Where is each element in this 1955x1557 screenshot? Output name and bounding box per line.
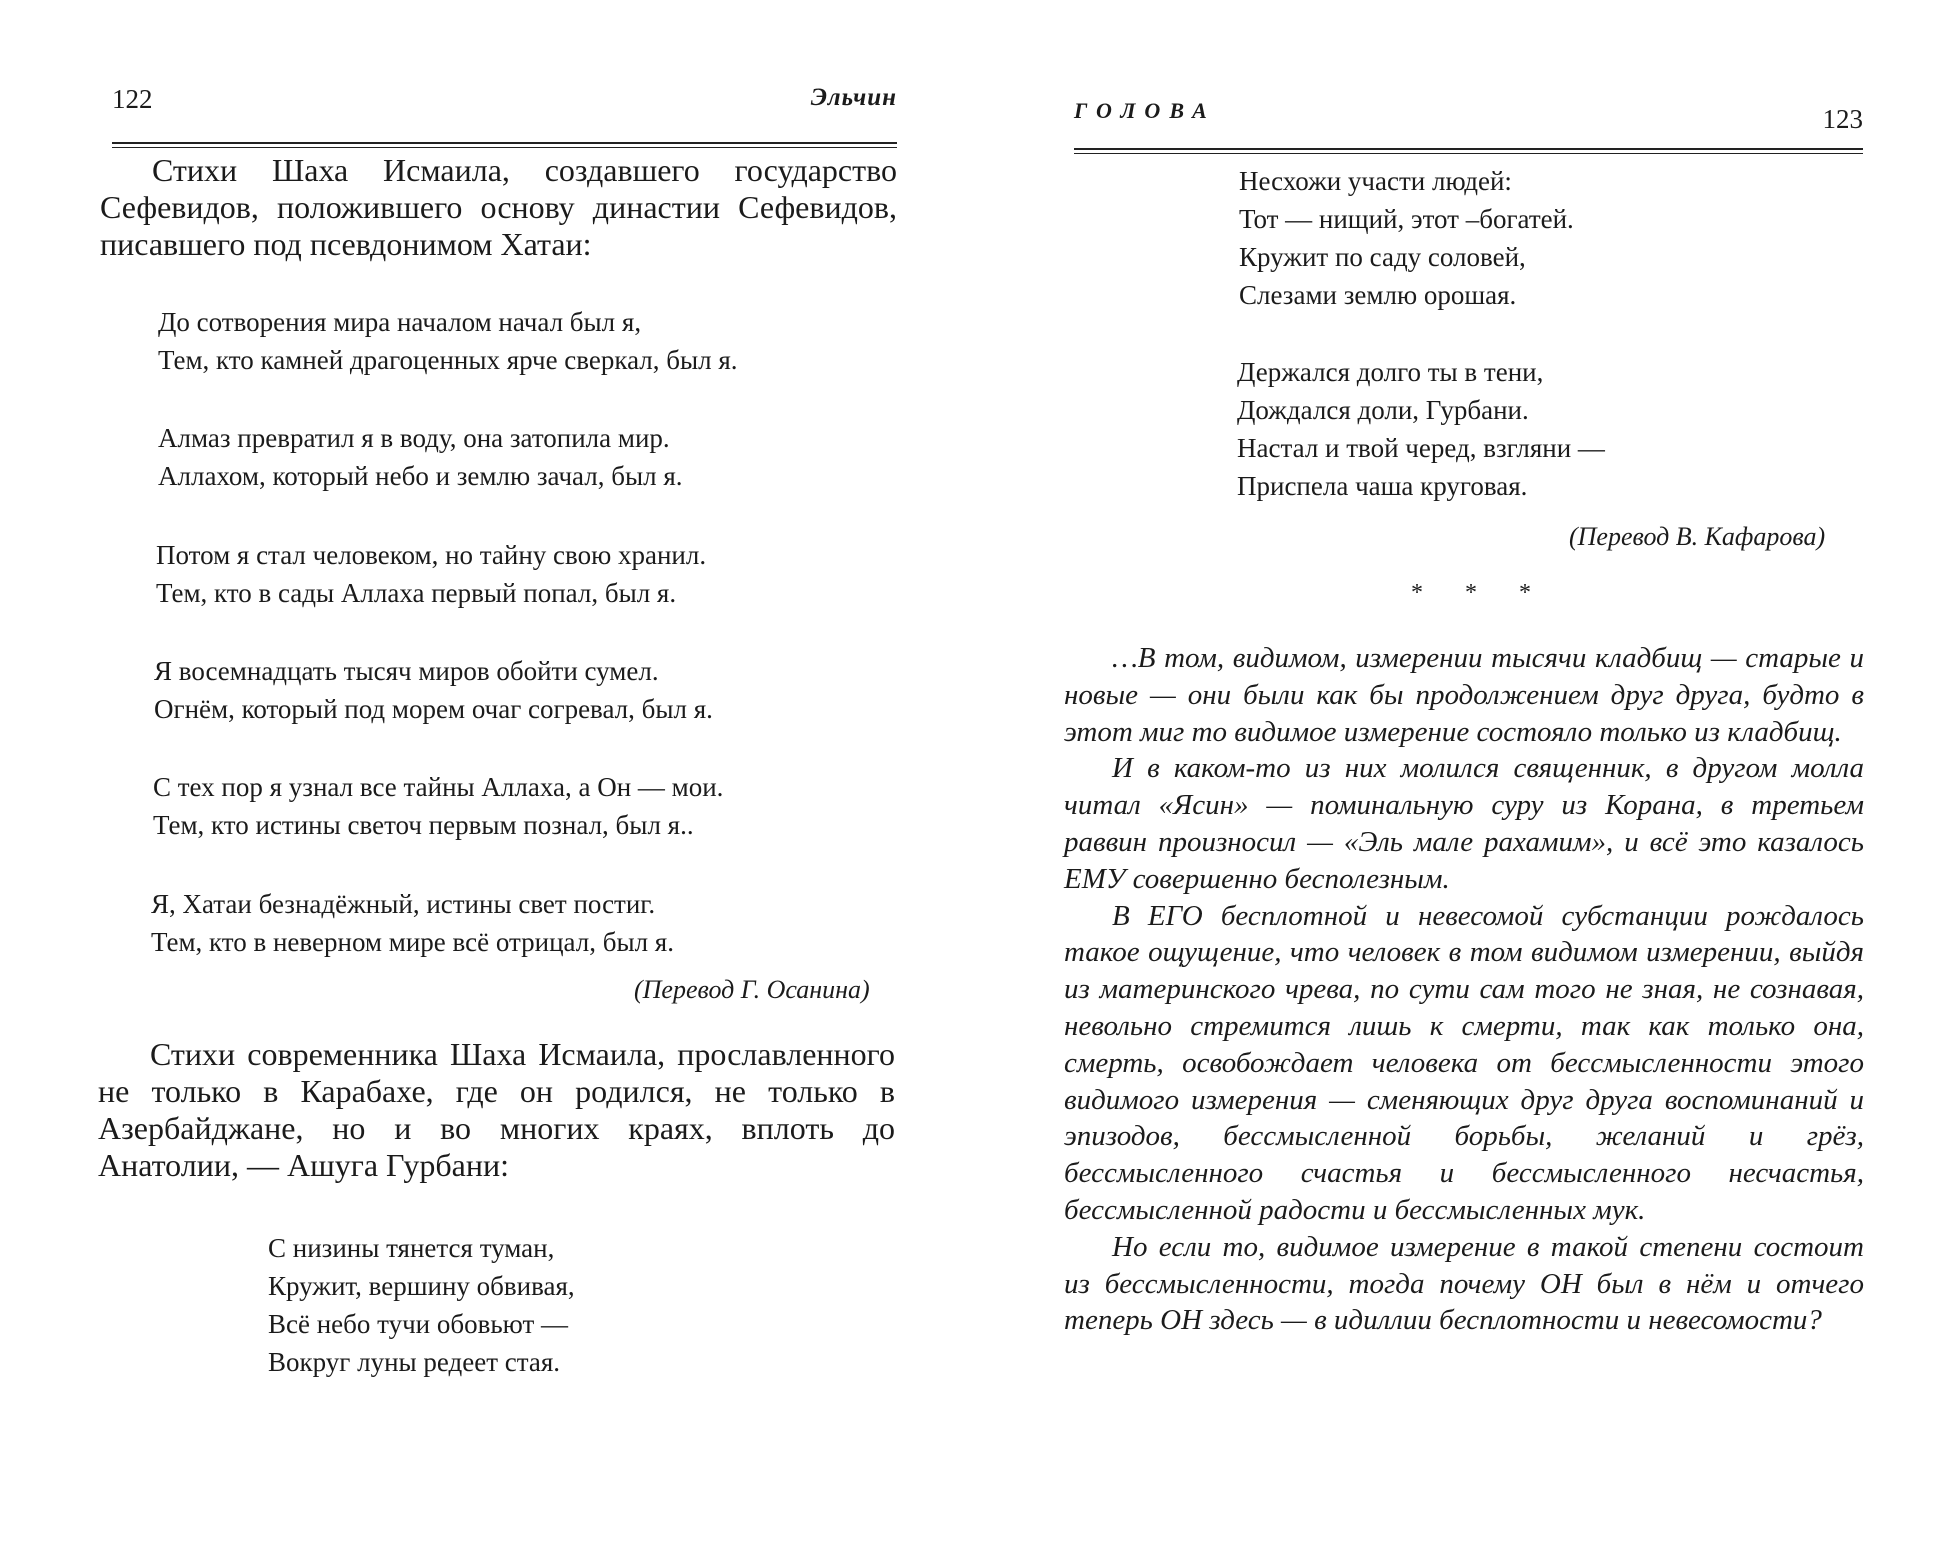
poem-line: С низины тянется туман,	[268, 1233, 555, 1263]
poem-line: Дождался доли, Гурбани.	[1237, 395, 1529, 425]
poem-2-stanza	[1237, 353, 1605, 505]
poem-line: Огнём, который под морем очаг согревал, был я.	[154, 694, 713, 724]
right-page	[977, 0, 1955, 1557]
poem-line: Потом я стал человеком, но тайну свою хранил.	[156, 540, 707, 570]
running-head-author: Эльчин	[810, 84, 897, 111]
page-number: 122	[112, 84, 153, 114]
poem-1-couplet	[154, 652, 713, 728]
poem-2-stanza	[1239, 162, 1574, 314]
poem-line: До сотворения мира началом начал был я,	[158, 307, 642, 337]
poem-line: Слезами землю орошая.	[1239, 280, 1517, 310]
poem-line: Вокруг луны редеет стая.	[268, 1347, 561, 1377]
poem-line: Держался долго ты в тени,	[1237, 357, 1544, 387]
poem-line: Тем, кто камней драгоценных ярче сверкал, был я.	[158, 345, 738, 375]
poem-line: Я восемнадцать тысяч миров обойти сумел.	[154, 656, 659, 686]
poem-line: Кружит по саду соловей,	[1239, 242, 1526, 272]
paragraph: Но если то, видимое измерение в такой степени состоит из бессмысленности, тогда почему ОН был в нём и отчего теперь ОН здесь — в идиллии бесплотности и невесомости?	[1064, 1230, 1864, 1337]
poem-line: Несхожи участи людей:	[1239, 166, 1512, 196]
poem-line: Тот — нищий, этот –богатей.	[1239, 204, 1574, 234]
poem-1-couplet	[151, 885, 674, 961]
italic-prose	[1064, 640, 1864, 1339]
intro-paragraph-2: Стихи современника Шаха Исмаила, прославленного не только в Карабахе, где он родился, не только в Азербайджане, но и во многих краях, вплоть до Анатолии, — Ашуга Гурбани:	[98, 1036, 895, 1183]
poem-2-stanza	[268, 1229, 575, 1381]
left-page-header	[112, 84, 897, 144]
paragraph: …В том, видимом, измерении тысячи кладбищ — старые и новые — они были как бы продолжением друг друга, будто в этот миг то видимое измерение состояло только из кладбищ.	[1064, 642, 1864, 748]
paragraph: И в каком-то из них молился священник, в другом молла читал «Ясин» — поминальную суру из Корана, в третьем раввин произносил — «Эль мале рахамим», и всё это казалось ЕМУ совершенно бесполезным.	[1064, 752, 1864, 895]
header-rule-thin	[1074, 153, 1863, 154]
section-break-asterisks: * * *	[1411, 580, 1549, 606]
poem-line: С тех пор я узнал все тайны Аллаха, а Он — мои.	[153, 772, 724, 802]
right-page-header	[1074, 90, 1863, 150]
header-rule	[1074, 148, 1863, 150]
poem-line: Я, Хатаи безнадёжный, истины свет постиг.	[151, 889, 656, 919]
poem-line: Кружит, вершину обвивая,	[268, 1271, 575, 1301]
intro-paragraph-1: Стихи Шаха Исмаила, создавшего государство Сефевидов, положившего основу династии Сефевидов, писавшего под псевдонимом Хатаи:	[100, 152, 897, 262]
poem-line: Тем, кто истины светоч первым познал, был я..	[153, 810, 694, 840]
translation-credit: (Перевод В. Кафарова)	[1569, 522, 1826, 551]
poem-1-couplet	[153, 768, 723, 844]
poem-1-couplet	[156, 536, 706, 612]
translation-credit: (Перевод Г. Осанина)	[634, 975, 870, 1004]
poem-line: Настал и твой черед, взгляни —	[1237, 433, 1605, 463]
paragraph: В ЕГО бесплотной и невесомой субстанции рождалось такое ощущение, что человек в том видимом измерении, выйдя из материнского чрева, по сути сам того не зная, не сознавая, невольно стремится лишь к смерти, так как только она, смерть, освобождает человека от бессмысленности этого видимого измерения — сменяющих друг друга воспоминаний и эпизодов, бессмысленной борьбы, желаний и грёз, бессмысленного счастья и бессмысленного несчастья, бессмысленной радости и бессмысленных мук.	[1064, 899, 1864, 1226]
poem-line: Аллахом, который небо и землю зачал, был я.	[158, 461, 683, 491]
poem-line: Приспела чаша круговая.	[1237, 471, 1528, 501]
header-rule	[112, 142, 897, 144]
poem-line: Всё небо тучи обовьют —	[268, 1309, 569, 1339]
poem-line: Алмаз превратил я в воду, она затопила мир.	[158, 423, 670, 453]
header-rule-thin	[112, 147, 897, 148]
poem-1-couplet	[158, 419, 683, 495]
poem-line: Тем, кто в неверном мире всё отрицал, был я.	[151, 927, 674, 957]
page-number: 123	[1822, 104, 1863, 134]
poem-line: Тем, кто в сады Аллаха первый попал, был я.	[156, 578, 677, 608]
poem-1-couplet	[158, 303, 738, 379]
left-page	[0, 0, 977, 1557]
running-head-title: ГОЛОВА	[1074, 98, 1216, 123]
